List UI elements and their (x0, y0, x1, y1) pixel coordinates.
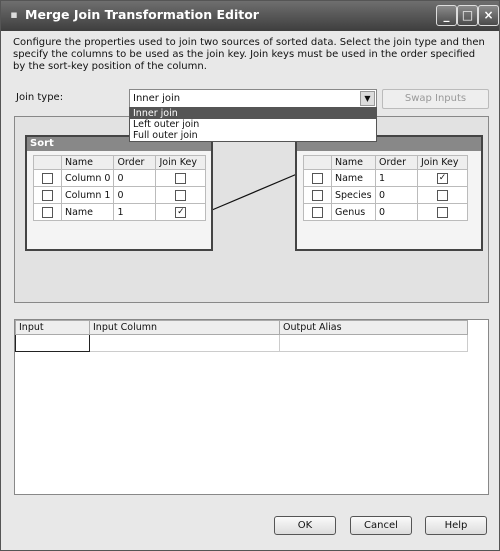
row-select-checkbox[interactable] (42, 207, 53, 218)
left-input-box[interactable] (25, 135, 213, 251)
join-type-option[interactable]: Full outer join (133, 130, 198, 141)
column-order: 0 (114, 187, 156, 204)
join-type-label: Join type: (16, 92, 64, 103)
cancel-button[interactable]: Cancel (350, 516, 412, 535)
input-column-header: Input (16, 321, 90, 335)
left-joinkey-header: Join Key (156, 156, 206, 170)
table-row (304, 170, 468, 187)
description-text: Configure the properties used to join two sources of sorted data. Select the join type and then specify the columns to be used as the join key. Join keys must be used in the order specified by the sort-key position of the column. (13, 37, 485, 72)
maximize-button[interactable]: □ (457, 5, 478, 26)
input-column-name-header: Input Column (90, 321, 280, 335)
column-order: 0 (376, 187, 418, 204)
title-bar[interactable] (1, 1, 499, 31)
join-type-select[interactable] (129, 89, 377, 108)
join-type-value: Inner join (133, 93, 181, 104)
right-name-header: Name (332, 156, 376, 170)
table-row (304, 187, 468, 204)
join-type-option[interactable]: Left outer join (133, 119, 200, 130)
output-alias-cell[interactable] (280, 335, 468, 352)
row-select-checkbox[interactable] (42, 173, 53, 184)
join-key-checkbox[interactable]: ✓ (438, 172, 447, 183)
column-name: Name (332, 170, 376, 187)
column-order: 0 (114, 170, 156, 187)
row-select-checkbox[interactable] (42, 190, 53, 201)
input-column-cell[interactable] (90, 335, 280, 352)
table-row (16, 335, 468, 352)
output-mapping-grid[interactable] (14, 319, 489, 495)
right-input-table (303, 155, 468, 221)
minimize-button[interactable]: _ (436, 5, 457, 26)
join-key-checkbox[interactable] (175, 190, 186, 201)
column-order: 1 (376, 170, 418, 187)
join-key-checkbox[interactable] (175, 173, 186, 184)
column-order: 0 (376, 204, 418, 221)
swap-inputs-button[interactable]: Swap Inputs (382, 89, 489, 109)
left-select-header (34, 156, 62, 170)
join-canvas (14, 116, 489, 303)
output-alias-header: Output Alias (280, 321, 468, 335)
table-row (34, 204, 206, 221)
right-order-header: Order (376, 156, 418, 170)
output-mapping-table (15, 320, 468, 352)
column-name: Column 1 (62, 187, 114, 204)
table-row (34, 170, 206, 187)
close-button[interactable]: × (478, 5, 499, 26)
table-row (304, 204, 468, 221)
window-title: Merge Join Transformation Editor (25, 7, 259, 22)
join-key-checkbox[interactable]: ✓ (177, 206, 185, 217)
left-order-header: Order (114, 156, 156, 170)
column-name: Column 0 (62, 170, 114, 187)
join-key-checkbox[interactable] (437, 190, 448, 201)
join-type-dropdown-list (129, 107, 377, 142)
left-name-header: Name (62, 156, 114, 170)
row-select-checkbox[interactable] (312, 207, 323, 218)
column-order: 1 (114, 204, 156, 221)
row-select-checkbox[interactable] (312, 190, 323, 201)
ok-button[interactable]: OK (274, 516, 336, 535)
app-icon: ▪ (10, 8, 18, 21)
row-select-checkbox[interactable] (312, 173, 323, 184)
column-name: Name (62, 204, 114, 221)
input-cell[interactable] (16, 335, 90, 352)
right-input-box[interactable] (295, 135, 483, 251)
right-joinkey-header: Join Key (418, 156, 468, 170)
column-name: Genus (332, 204, 376, 221)
chevron-down-icon[interactable]: ▼ (360, 91, 375, 106)
left-input-table (33, 155, 206, 221)
join-type-option[interactable]: Inner join (130, 108, 376, 119)
help-button[interactable]: Help (425, 516, 487, 535)
left-input-title: Sort (27, 137, 211, 151)
table-row (34, 187, 206, 204)
column-name: Species (332, 187, 376, 204)
join-key-checkbox[interactable] (437, 207, 448, 218)
right-select-header (304, 156, 332, 170)
